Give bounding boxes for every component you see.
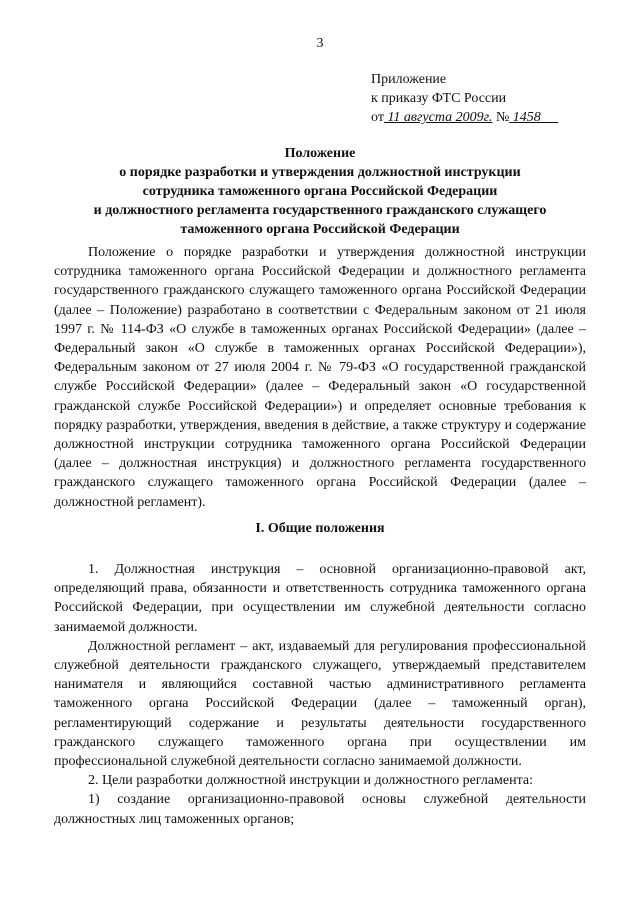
title-line: и должностного регламента государственного гражданского служащего (93, 203, 547, 218)
intro-paragraph: Положение о порядке разработки и утверждения должностной инструкции сотрудника таможенного органа Российской Федерации и должностного регламента государственного гражданского служащего таможенного органа Российской Федерации (далее – Положение) разработано в соответствии с Федеральным законом от 21 июля 1997 г. № 114-ФЗ «О службе в таможенных органах Российской Федерации» (далее – Федеральный закон «О службе в таможенных органах Российской Федерации»), Федеральным законом от 27 июля 2004 г. № 79-ФЗ «О государственной гражданской службе Российской Федерации» (далее – Федеральный закон «О государственной гражданской службе Российской Федерации») и определяет основные требования к порядку разработки, утверждения, введения в действие, а также структуру и содержание должностной инструкции сотрудника таможенного органа Российской Федерации (далее – должностная инструкция) и должностного регламента государственного гражданского служащего таможенного органа Российской Федерации (далее – должностной регламент). (54, 245, 586, 510)
paragraph-4: 1) создание организационно-правовой основы служебной деятельности должностных лиц таможенных органов; (54, 792, 586, 827)
order-date: 11 августа 2009г. (387, 110, 493, 125)
paragraph-2: Должностной регламент – акт, издаваемый для регулирования профессиональной служебной деятельности гражданского служащего, утверждаемый представителем нанимателя и являющийся составной частью административного регламента таможенного органа Российской Федерации (далее – таможенный орган), регламентирующий содержание и результаты деятельности государственного гражданского служащего таможенного органа при осуществлении им профессиональной служебной деятельности согласно занимаемой должности. (54, 638, 586, 770)
intro-block (54, 243, 586, 512)
order-number: 1458 (512, 110, 541, 125)
title-line: о порядке разработки и утверждения должностной инструкции (119, 165, 521, 180)
annex-line3 (371, 108, 558, 127)
paragraph-1: 1. Должностная инструкция – основной организационно-правовой акт, определяющий права, обязанности и ответственность сотрудника таможенного органа Российской Федерации, при осуществлении им служебной деятельности согласно занимаемой должности. (54, 562, 586, 635)
annex-line2: к приказу ФТС России (371, 91, 507, 106)
title-line: таможенного органа Российской Федерации (180, 222, 460, 237)
paragraph-3: 2. Цели разработки должностной инструкции и должностного регламента: (88, 773, 533, 789)
page-number: 3 (316, 36, 324, 51)
annex-header (371, 70, 558, 127)
title-line: Положение (284, 146, 356, 161)
document-title (40, 144, 600, 239)
section-heading: I. Общие положения (255, 521, 385, 536)
title-line: сотрудника таможенного органа Российской Федерации (142, 184, 498, 199)
annex-line1: Приложение (371, 72, 447, 87)
annex-prefix: от (371, 110, 384, 125)
order-number-label: № (495, 110, 510, 125)
section1-body (54, 560, 586, 829)
